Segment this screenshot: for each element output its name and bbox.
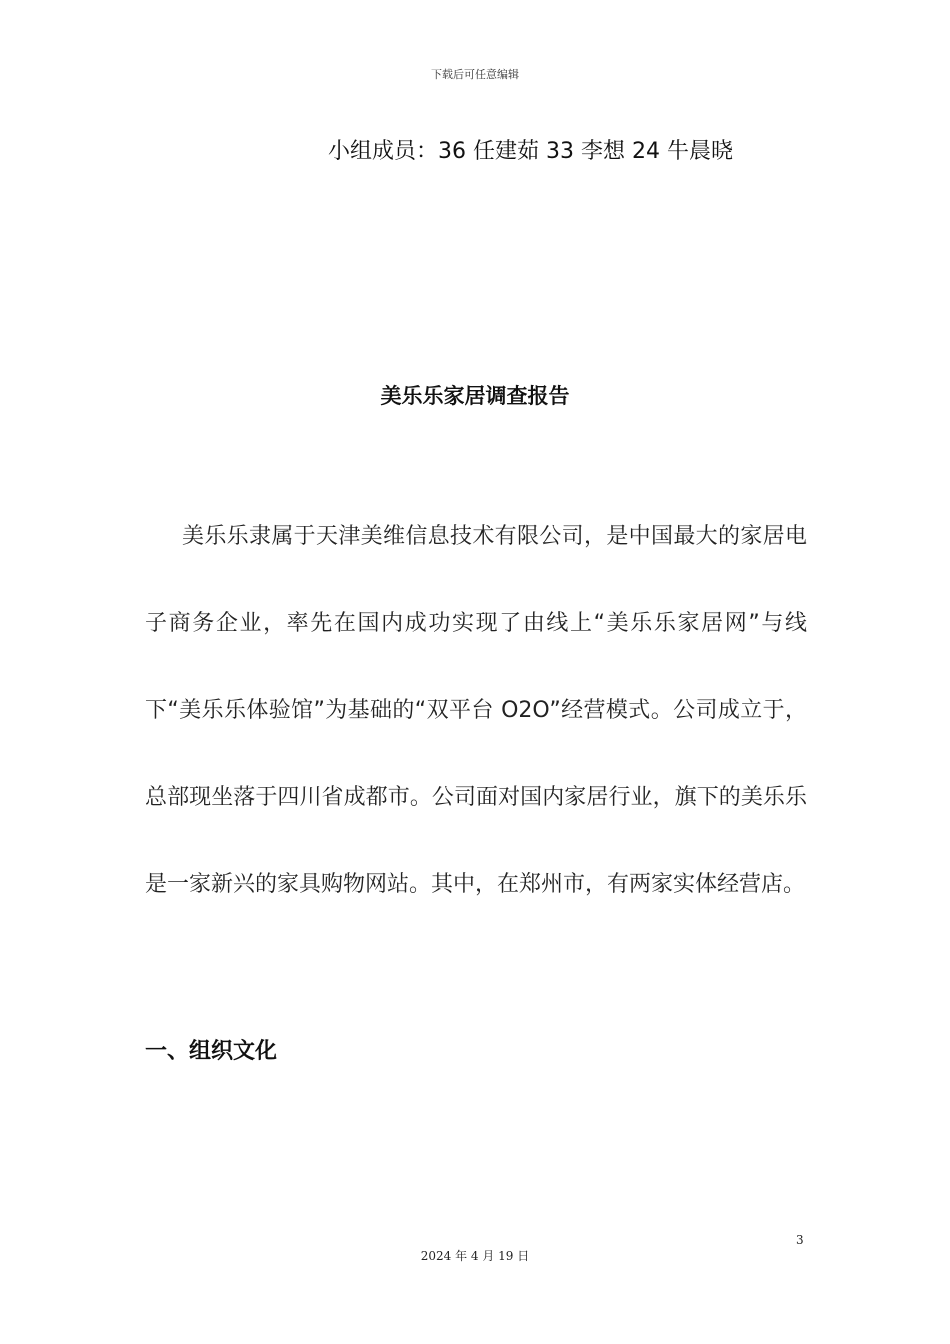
section-heading: 一、组织文化 <box>145 1039 278 1064</box>
header-note: 下载后可任意编辑 <box>431 68 519 81</box>
document-title: 美乐乐家居调查报告 <box>380 384 570 408</box>
footer-date: 2024 年 4 月 19 日 <box>420 1249 530 1263</box>
page-number: 3 <box>796 1233 804 1247</box>
body-paragraph: 美乐乐隶属于天津美维信息技术有限公司，是中国最大的家居电子商务企业，率先在国内成功实现了由线上“美乐乐家居网”与线下“美乐乐体验馆”为基础的“双平台 O2O”经营模式。公司成立于，总部现坐落于四川省成都市。公司面对国内家居行业，旗下的美乐乐是一家新兴的家具购物网站。其中，在郑州市，有两家实体经营店。 <box>145 524 807 897</box>
group-members: 小组成员：36 任建茹 33 李想 24 牛晨晓 <box>328 139 733 164</box>
